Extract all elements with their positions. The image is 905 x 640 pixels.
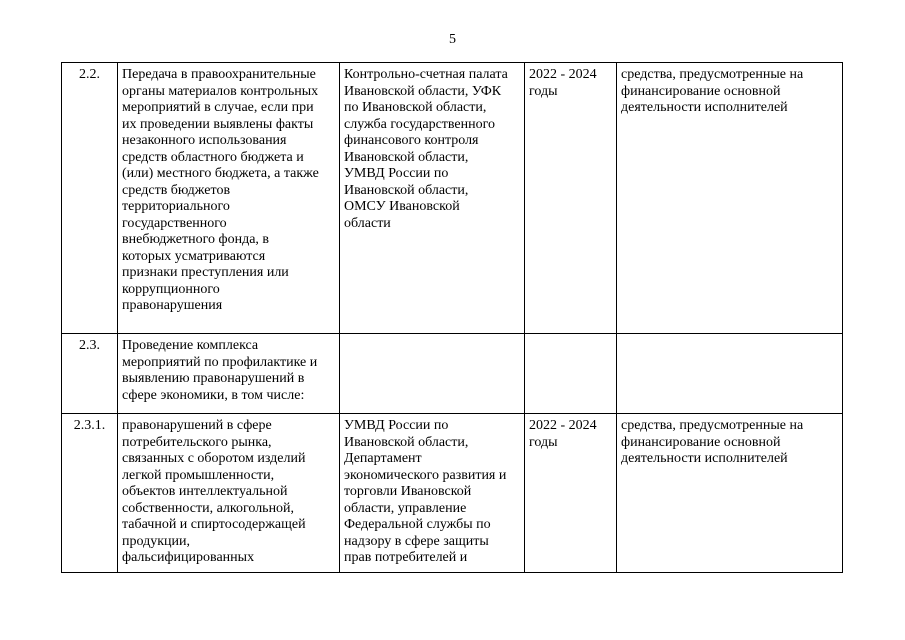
measure-description-cell bbox=[118, 414, 340, 573]
measure-executors-cell bbox=[340, 334, 525, 414]
table-row bbox=[62, 63, 843, 334]
measures-table bbox=[61, 62, 843, 573]
measure-period-cell bbox=[525, 414, 617, 573]
measure-period: 2022 - 2024 годы bbox=[529, 418, 597, 450]
measure-number-cell bbox=[62, 63, 118, 334]
measure-description-cell bbox=[118, 334, 340, 414]
measure-funding: средства, предусмотренные на финансирование основной деятельности исполнителей bbox=[621, 418, 804, 466]
measure-funding: средства, предусмотренные на финансирование основной деятельности исполнителей bbox=[621, 67, 804, 115]
measure-number-cell bbox=[62, 334, 118, 414]
page-number: 5 bbox=[449, 32, 456, 47]
measure-executors: Контрольно-счетная палата Ивановской области, УФК по Ивановской области, служба государственного финансового контроля Ивановской области, УМВД России по Ивановской области, ОМСУ Ивановской области bbox=[344, 67, 508, 231]
table-row bbox=[62, 414, 843, 573]
measure-period-cell bbox=[525, 63, 617, 334]
measure-number: 2.2. bbox=[79, 67, 100, 82]
measure-description: Передача в правоохранительные органы материалов контрольных мероприятий в случае, если при их проведении выявлены факты незаконного использования средств областного бюджета и (или) местного бюджета, а также средств бюджетов территориального государственного внебюджетного фонда, в которых усматриваются признаки преступления или коррупционного правонарушения bbox=[122, 67, 319, 313]
measure-description: правонарушений в сфере потребительского рынка, связанных с оборотом изделий легкой промышленности, объектов интеллектуальной собственности, алкогольной, табачной и спиртосодержащей продукции, фальсифицированных bbox=[122, 418, 306, 565]
measure-number: 2.3. bbox=[79, 338, 100, 353]
measure-description-cell bbox=[118, 63, 340, 334]
measure-funding-cell bbox=[617, 414, 843, 573]
measure-executors-cell bbox=[340, 63, 525, 334]
measure-number: 2.3.1. bbox=[73, 418, 106, 433]
measure-funding-cell bbox=[617, 334, 843, 414]
table-row bbox=[62, 334, 843, 414]
measure-period: 2022 - 2024 годы bbox=[529, 67, 597, 99]
measure-period-cell bbox=[525, 334, 617, 414]
measure-executors: УМВД России по Ивановской области, Департамент экономического развития и торговли Ивановской области, управление Федеральной службы по надзору в сфере защиты прав потребителей и bbox=[344, 418, 507, 565]
measure-funding-cell bbox=[617, 63, 843, 334]
measure-executors-cell bbox=[340, 414, 525, 573]
measure-number-cell bbox=[62, 414, 118, 573]
measure-description: Проведение комплекса мероприятий по профилактике и выявлению правонарушений в сфере экономики, в том числе: bbox=[122, 338, 318, 403]
